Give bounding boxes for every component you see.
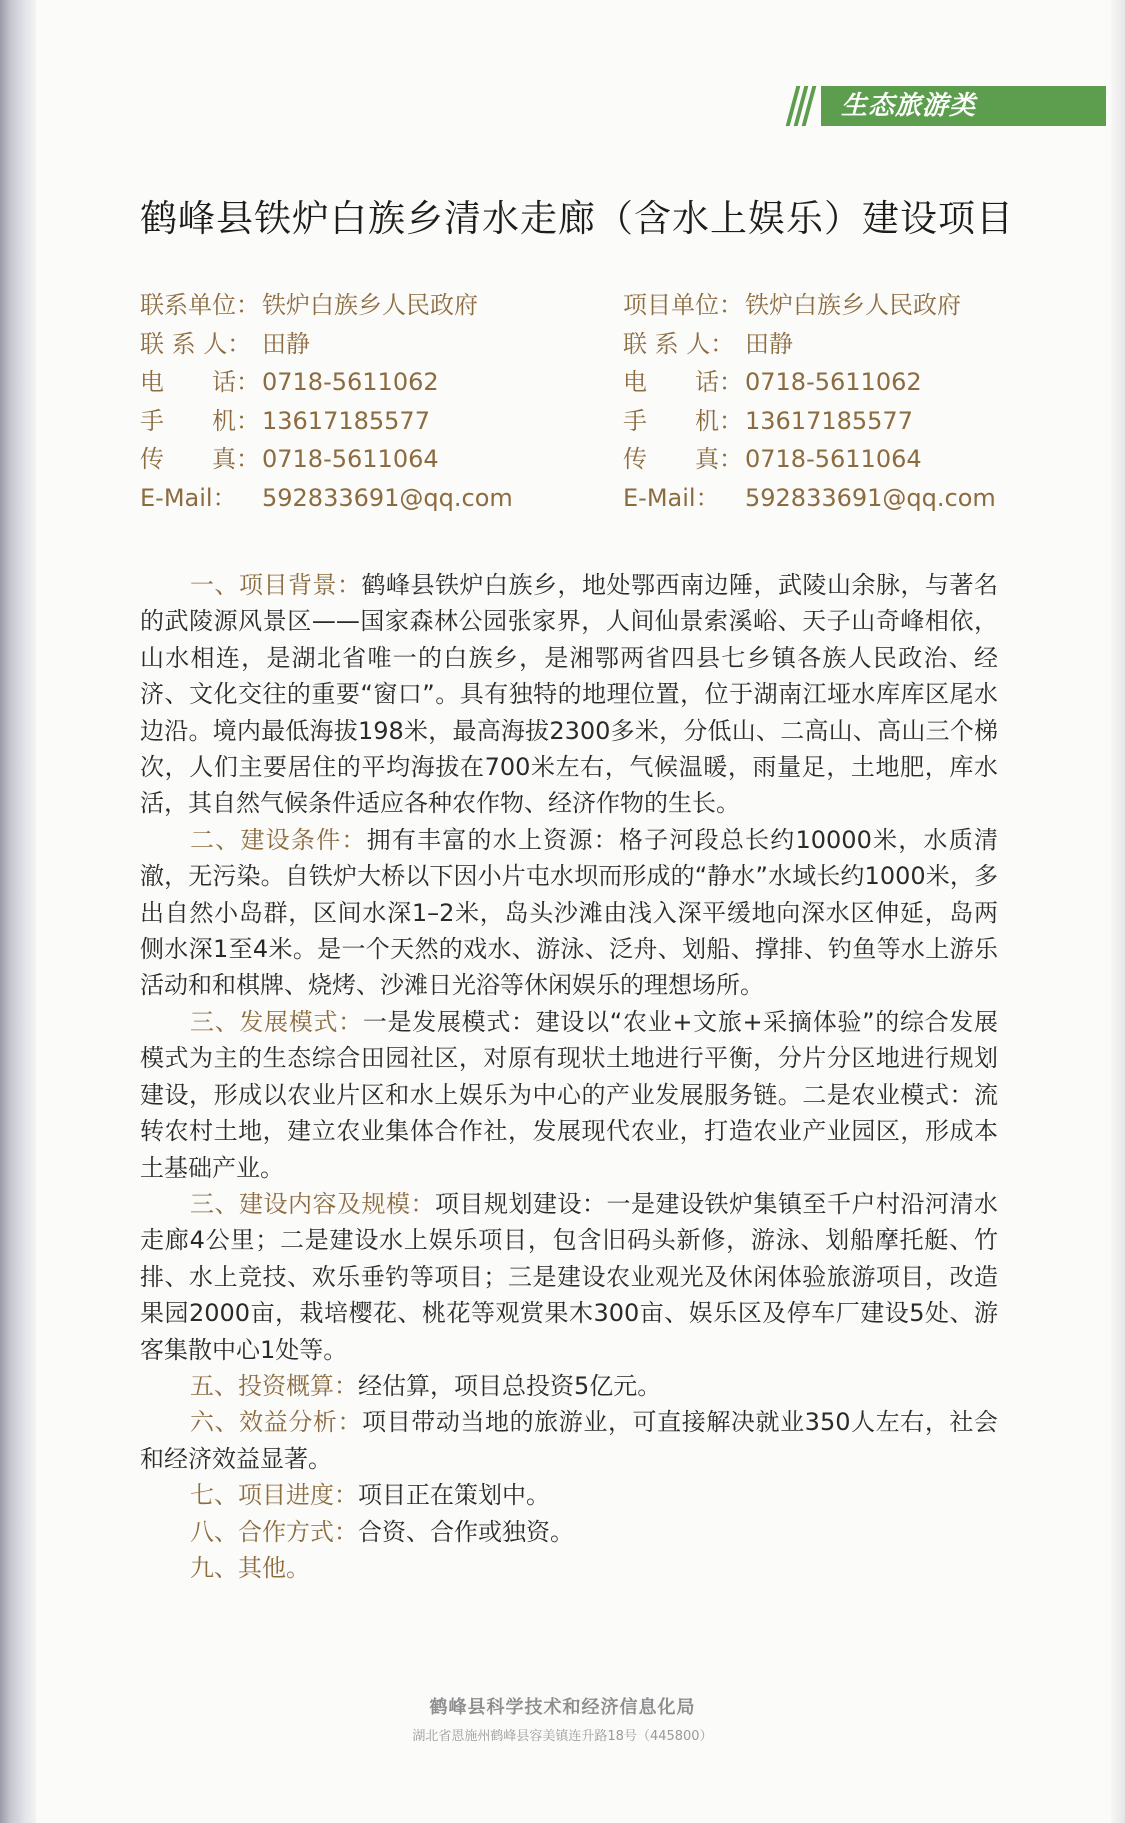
- page-footer: [0, 1693, 1125, 1744]
- contact-row: [623, 440, 996, 479]
- contact-label: E-Mail：: [623, 483, 720, 512]
- contact-value: 铁炉白族乡人民政府: [262, 291, 478, 319]
- contact-row: [140, 325, 513, 364]
- contact-value: 0718-5611064: [745, 445, 922, 473]
- contact-label: 电 话：: [623, 368, 743, 396]
- contact-value: 0718-5611062: [262, 368, 439, 396]
- contact-label: 传 真：: [140, 445, 260, 473]
- page-edge-shadow: [1111, 0, 1125, 1823]
- contact-label: 联 系 人：: [623, 329, 735, 358]
- section-conditions: [140, 822, 998, 1004]
- contact-row: [140, 479, 513, 518]
- contact-value: 0718-5611064: [262, 445, 439, 473]
- contact-row: [623, 363, 996, 402]
- section-cooperation: [140, 1514, 998, 1550]
- section-heading: 三、发展模式：: [190, 1007, 363, 1036]
- section-text: 拥有丰富的水上资源：格子河段总长约10000米，水质清澈，无污染。自铁炉大桥以下因小片屯水坝而形成的“静水”水域长约1000米，多出自然小岛群，区间水深1–2米，岛头沙滩由浅入深平缓地向深水区伸延，岛两侧水深1至4米。是一个天然的戏水、游泳、泛舟、划船、撑排、钓鱼等水上游乐活动和和棋牌、烧烤、沙滩日光浴等休闲娱乐的理想场所。: [140, 825, 998, 1000]
- contact-row: [623, 479, 996, 518]
- section-text: 项目带动当地的旅游业，可直接解决就业350人左右，社会和经济效益显著。: [140, 1408, 998, 1473]
- contact-label: 联系单位：: [140, 291, 260, 319]
- contact-label: 手 机：: [623, 406, 743, 435]
- section-heading: 八、合作方式：: [190, 1517, 358, 1546]
- contact-label: 项目单位：: [623, 291, 743, 319]
- contact-info-right: [623, 286, 996, 517]
- contact-label: 手 机：: [140, 406, 260, 435]
- contact-value: 田静: [262, 329, 310, 358]
- section-heading: 一、项目背景：: [190, 571, 362, 599]
- section-heading: 九、其他。: [190, 1553, 310, 1582]
- section-scope: [140, 1186, 998, 1368]
- tag-stripes-decoration: [791, 86, 811, 126]
- contact-label: 传 真：: [623, 445, 743, 473]
- section-investment: [140, 1368, 998, 1404]
- contact-value: 592833691@qq.com: [745, 483, 996, 512]
- contact-value: 铁炉白族乡人民政府: [745, 291, 961, 319]
- section-heading: 五、投资概算：: [190, 1371, 358, 1400]
- section-benefits: [140, 1404, 998, 1477]
- category-tag-label: 生态旅游类: [821, 86, 1106, 126]
- section-text: 项目正在策划中。: [358, 1481, 550, 1510]
- section-text: 经估算，项目总投资5亿元。: [358, 1371, 662, 1400]
- section-background: [140, 567, 998, 822]
- page-binding-shadow: [0, 0, 36, 1823]
- contact-value: 13617185577: [262, 406, 430, 435]
- contact-info-left: [140, 286, 513, 517]
- section-text: 项目规划建设：一是建设铁炉集镇至千户村沿河清水走廊4公里；二是建设水上娱乐项目，包含旧码头新修，游泳、划船摩托艇、竹排、水上竞技、欢乐垂钓等项目；三是建设农业观光及休闲体验旅游项目，改造果园2000亩，栽培樱花、桃花等观赏果木300亩、娱乐区及停车厂建设5处、游客集散中心1处等。: [140, 1189, 998, 1364]
- footer-address: 湖北省恩施州鹤峰县容美镇连升路18号（445800）: [412, 1729, 713, 1744]
- contact-value: 13617185577: [745, 406, 913, 435]
- section-heading: 七、项目进度：: [190, 1481, 358, 1510]
- page-title: 鹤峰县铁炉白族乡清水走廊（含水上娱乐）建设项目: [140, 197, 1014, 240]
- contact-row: [140, 402, 513, 441]
- section-text: 一是发展模式：建设以“农业+文旅+采摘体验”的综合发展模式为主的生态综合田园社区，对原有现状土地进行平衡，分片分区地进行规划建设，形成以农业片区和水上娱乐为中心的产业发展服务链。二是农业模式：流转农村土地，建立农业集体合作社，发展现代农业，打造农业产业园区，形成本土基础产业。: [140, 1007, 998, 1182]
- footer-organization: 鹤峰县科学技术和经济信息化局: [429, 1697, 696, 1718]
- contact-row: [623, 402, 996, 441]
- section-text: 鹤峰县铁炉白族乡，地处鄂西南边陲，武陵山余脉，与著名的武陵源风景区——国家森林公园张家界，人间仙景索溪峪、天子山奇峰相依，山水相连，是湖北省唯一的白族乡，是湘鄂两省四县七乡镇各族人民政治、经济、文化交往的重要“窗口”。具有独特的地理位置，位于湖南江垭水库库区尾水边沿。境内最低海拔198米，最高海拔2300多米，分低山、二高山、高山三个梯次，人们主要居住的平均海拔在700米左右，气候温暖，雨量足，土地肥，库水活，其自然气候条件适应各种农作物、经济作物的生长。: [140, 571, 998, 818]
- contact-value: 田静: [745, 329, 793, 358]
- contact-row: [623, 325, 996, 364]
- contact-row: [623, 286, 996, 325]
- contact-row: [140, 440, 513, 479]
- section-text: 合资、合作或独资。: [358, 1517, 574, 1546]
- section-progress: [140, 1477, 998, 1513]
- contact-label: 电 话：: [140, 368, 260, 396]
- category-tag: [791, 86, 1106, 126]
- contact-value: 0718-5611062: [745, 368, 922, 396]
- contact-label: E-Mail：: [140, 483, 237, 512]
- section-development-model: [140, 1004, 998, 1186]
- project-description: [140, 567, 998, 1586]
- contact-label: 联 系 人：: [140, 329, 252, 358]
- contact-value: 592833691@qq.com: [262, 483, 513, 512]
- contact-row: [140, 363, 513, 402]
- section-other: [140, 1550, 998, 1586]
- contact-row: [140, 286, 513, 325]
- section-heading: 三、建设内容及规模：: [190, 1189, 435, 1218]
- section-heading: 六、效益分析：: [190, 1408, 363, 1437]
- section-heading: 二、建设条件：: [190, 825, 367, 854]
